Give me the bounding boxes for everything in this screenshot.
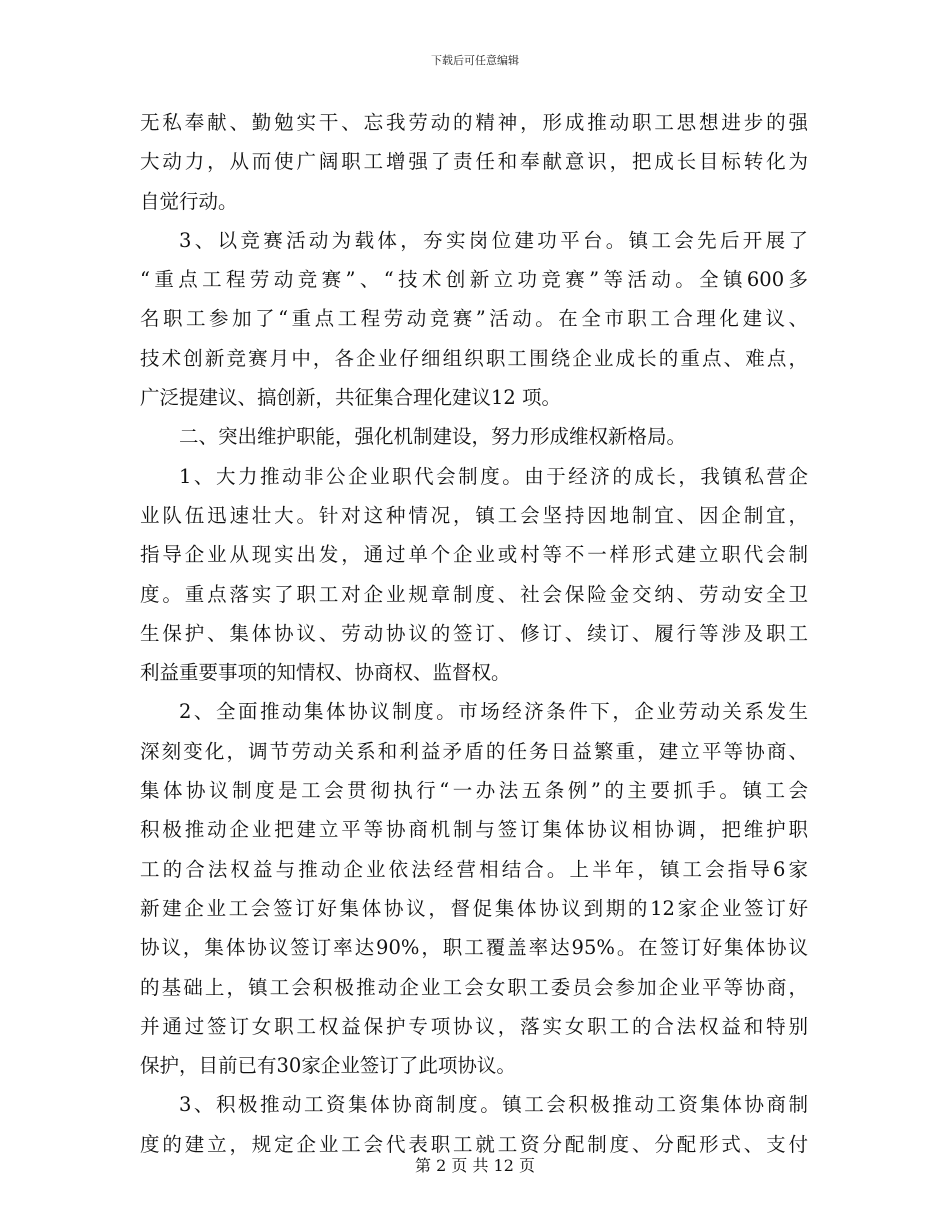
text-line: 1、大力推动非公企业职代会制度。由于经济的成长，我镇私营企	[179, 464, 808, 488]
text-line: 大动力，从而使广阔职工增强了责任和奉献意识，把成长目标转化为	[140, 150, 808, 174]
text-line: 度。重点落实了职工对企业规章制度、社会保险金交纳、劳动安全卫	[140, 582, 808, 606]
text-line: 的基础上，镇工会积极推动企业工会女职工委员会参加企业平等协商，	[140, 975, 808, 999]
text-line: 积极推动企业把建立平等协商机制与签订集体协议相协调，把维护职	[140, 818, 808, 842]
text-line: “重点工程劳动竞赛”、“技术创新立功竞赛”等活动。全镇600多	[140, 268, 808, 292]
text-line: 技术创新竞赛月中，各企业仔细组织职工围绕企业成长的重点、难点，	[140, 346, 808, 370]
text-line: 业队伍迅速壮大。针对这种情况，镇工会坚持因地制宜、因企制宜，	[140, 503, 808, 527]
text-line: 3、积极推动工资集体协商制度。镇工会积极推动工资集体协商制	[179, 1093, 808, 1117]
text-line: 指导企业从现实出发，通过单个企业或村等不一样形式建立职代会制	[140, 543, 808, 567]
text-line: 名职工参加了“重点工程劳动竞赛”活动。在全市职工合理化建议、	[140, 307, 808, 331]
page-header: 下载后可任意编辑	[431, 54, 519, 67]
text-line: 自觉行动。	[140, 189, 238, 213]
page-footer: 第 2 页 共 12 页	[415, 1156, 535, 1175]
text-line: 生保护、集体协议、劳动协议的签订、修订、续订、履行等涉及职工	[140, 621, 808, 645]
text-line: 3、以竞赛活动为载体，夯实岗位建功平台。镇工会先后开展了	[179, 228, 808, 252]
text-line: 利益重要事项的知情权、协商权、监督权。	[140, 661, 511, 685]
text-line: 协议，集体协议签订率达90%，职工覆盖率达95%。在签订好集体协议	[140, 936, 808, 960]
text-line: 广泛提建议、搞创新，共征集合理化建议12 项。	[140, 386, 562, 410]
text-line: 工的合法权益与推动企业依法经营相结合。上半年，镇工会指导6家	[140, 857, 808, 881]
text-line: 无私奉献、勤勉实干、忘我劳动的精神，形成推动职工思想进步的强	[140, 111, 808, 134]
text-line: 集体协议制度是工会贯彻执行“一办法五条例”的主要抓手。镇工会	[140, 779, 808, 803]
text-line: 新建企业工会签订好集体协议，督促集体协议到期的12家企业签订好	[140, 896, 808, 920]
text-line: 2、全面推动集体协议制度。市场经济条件下，企业劳动关系发生	[179, 700, 808, 724]
text-line: 并通过签订女职工权益保护专项协议，落实女职工的合法权益和特别	[140, 1014, 808, 1038]
text-line: 深刻变化，调节劳动关系和利益矛盾的任务日益繁重，建立平等协商、	[140, 739, 808, 763]
text-line: 度的建立，规定企业工会代表职工就工资分配制度、分配形式、支付	[140, 1132, 808, 1156]
text-line: 二、突出维护职能，强化机制建设，努力形成维权新格局。	[179, 425, 687, 449]
text-line: 保护，目前已有30家企业签订了此项协议。	[140, 1054, 516, 1078]
document-body	[140, 103, 808, 1164]
